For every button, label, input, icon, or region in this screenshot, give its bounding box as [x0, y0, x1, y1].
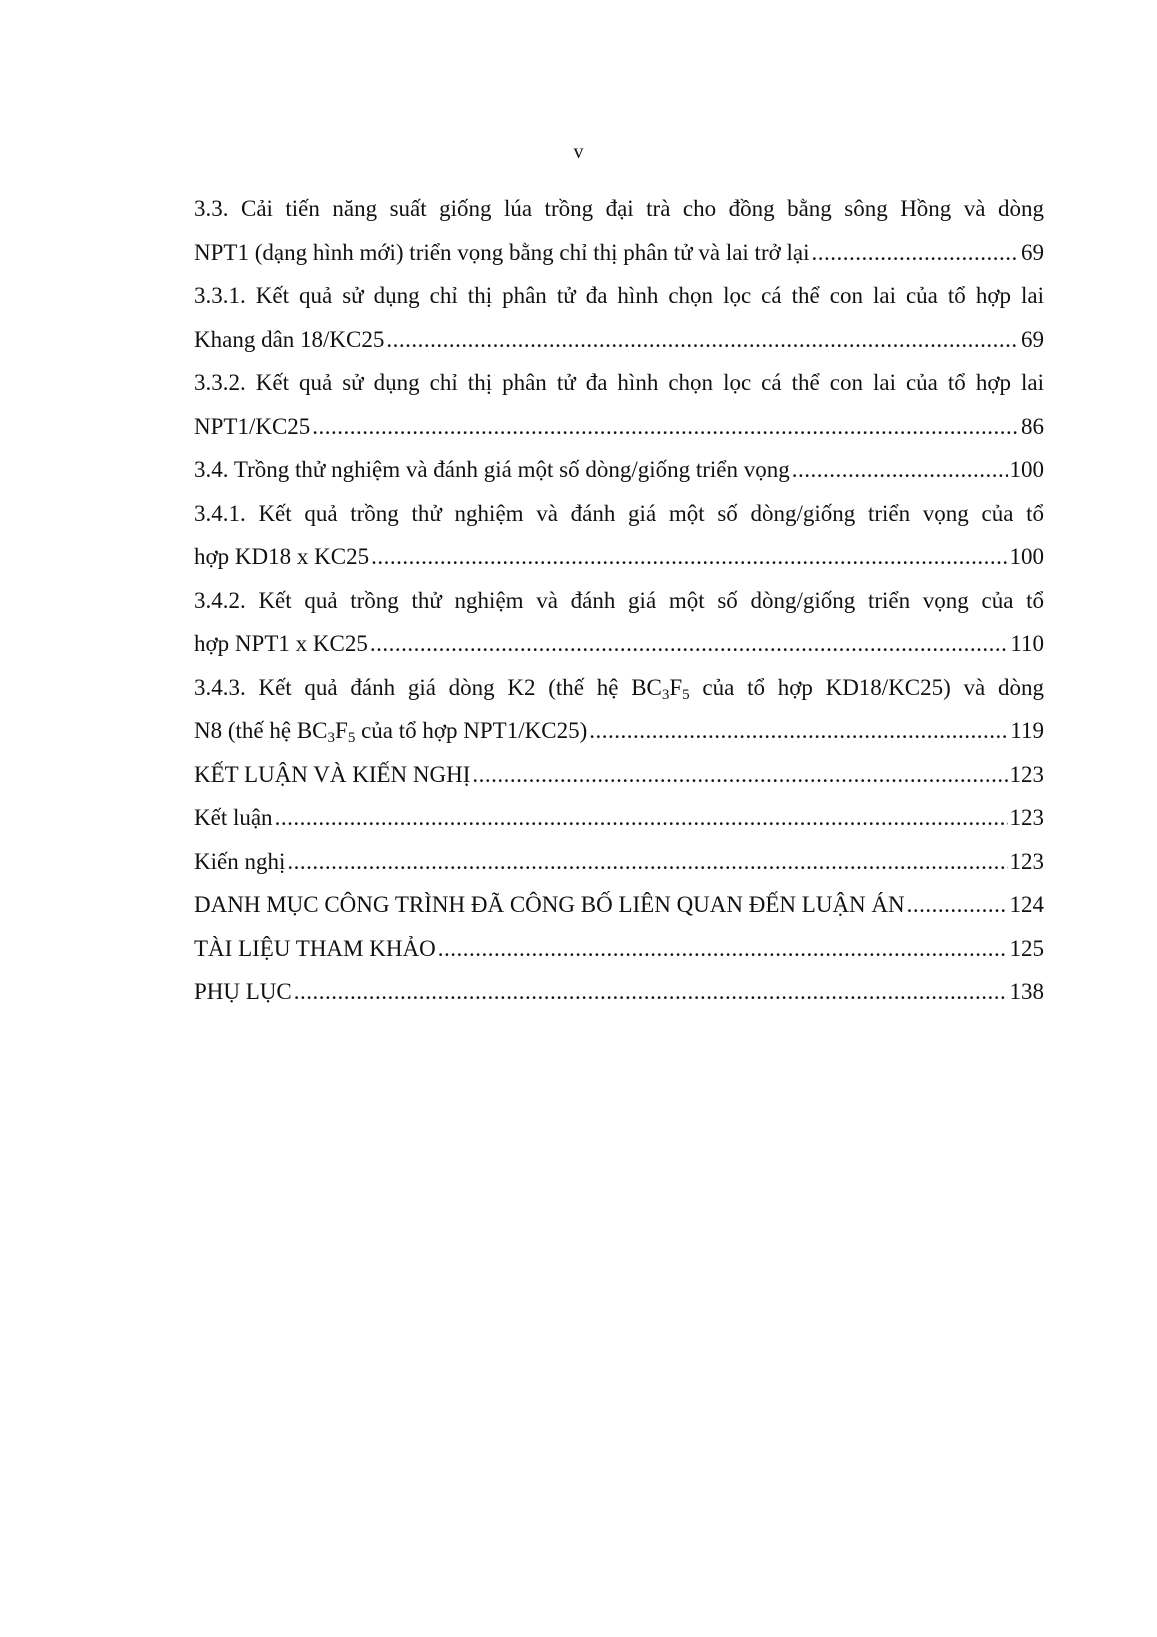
- toc-entry-line: [194, 753, 1044, 797]
- toc-entry-3-3-1[interactable]: [194, 274, 1044, 361]
- toc-entry-conclusions-recommendations[interactable]: [194, 753, 1044, 797]
- toc-page-number: 86: [1021, 413, 1044, 439]
- toc-entry-line2: [194, 622, 1044, 666]
- toc-entry-line1: [194, 187, 1044, 231]
- toc-entry-line2: [194, 709, 1044, 753]
- toc-entry-recommendations[interactable]: [194, 840, 1044, 884]
- toc-entry-text: Kết luận: [194, 805, 273, 830]
- toc-entry-line2: [194, 318, 1044, 362]
- toc-entry-line: [194, 970, 1044, 1014]
- table-of-contents: [194, 187, 1044, 1014]
- toc-page-number: 123: [1009, 805, 1044, 830]
- leader-dots: [472, 753, 1007, 797]
- toc-page-number: 124: [1009, 892, 1044, 917]
- leader-dots: [812, 231, 1019, 275]
- toc-page-number: 123: [1009, 761, 1044, 787]
- toc-entry-line: [194, 448, 1044, 492]
- toc-entry-text: KẾT LUẬN VÀ KIẾN NGHỊ: [194, 761, 471, 787]
- toc-entry-line2: [194, 405, 1044, 449]
- toc-entry-line1: [194, 274, 1044, 318]
- leader-dots: [589, 709, 1008, 753]
- toc-entry-line: [194, 883, 1044, 927]
- toc-entry-text: DANH MỤC CÔNG TRÌNH ĐÃ CÔNG BỐ LIÊN QUAN ĐẾN LUẬN ÁN: [194, 892, 905, 917]
- toc-page-number: 119: [1010, 718, 1044, 743]
- toc-entry-appendix[interactable]: [194, 970, 1044, 1014]
- toc-entry-3-3[interactable]: [194, 187, 1044, 274]
- leader-dots: [371, 535, 1007, 579]
- toc-entry-line1: [194, 492, 1044, 536]
- leader-dots: [312, 405, 1019, 449]
- toc-page-number: 123: [1009, 848, 1044, 874]
- toc-entry-line1-text: 3.4.1. Kết quả trồng thử nghiệm và đánh giá một số dòng/giống triển vọng của tổ: [194, 500, 1044, 526]
- leader-dots: [275, 796, 1008, 840]
- toc-entry-text: NPT1/KC25: [194, 413, 311, 439]
- toc-entry-3-4-3[interactable]: [194, 666, 1044, 753]
- toc-entry-line1-text: 3.3. Cải tiến năng suất giống lúa trồng đại trà cho đồng bằng sông Hồng và dòng: [194, 196, 1044, 221]
- toc-entry-3-4-2[interactable]: [194, 579, 1044, 666]
- leader-dots: [370, 622, 1009, 666]
- toc-entry-line2: [194, 231, 1044, 275]
- leader-dots: [287, 840, 1007, 884]
- toc-entry-text: PHỤ LỤC: [194, 979, 292, 1004]
- toc-entry-line1-text: 3.3.2. Kết quả sử dụng chỉ thị phân tử đa hình chọn lọc cá thể con lai của tổ hợp lai: [194, 370, 1044, 395]
- leader-dots: [907, 883, 1008, 927]
- toc-page-number: 125: [1009, 935, 1044, 961]
- toc-entry-text: Kiến nghị: [194, 848, 286, 874]
- toc-page-number: 110: [1010, 631, 1044, 656]
- leader-dots: [294, 970, 1008, 1014]
- toc-entry-3-4[interactable]: [194, 448, 1044, 492]
- toc-entry-line1-text: 3.4.3. Kết quả đánh giá dòng K2 (thế hệ $BC_3F_5$ của tổ hợp KD18/KC25) và dòng: [194, 674, 1044, 703]
- toc-entry-text: hợp NPT1 x KC25: [194, 631, 368, 656]
- leader-dots: [386, 318, 1019, 362]
- toc-entry-line1-text: 3.3.1. Kết quả sử dụng chỉ thị phân tử đa hình chọn lọc cá thể con lai của tổ hợp lai: [194, 283, 1044, 308]
- toc-entry-line: [194, 840, 1044, 884]
- toc-entry-line1-text: 3.4.2. Kết quả trồng thử nghiệm và đánh giá một số dòng/giống triển vọng của tổ: [194, 587, 1044, 613]
- leader-dots: [792, 448, 1008, 492]
- toc-entry-line: [194, 796, 1044, 840]
- toc-entry-text: TÀI LIỆU THAM KHẢO: [194, 935, 436, 961]
- toc-page-number: 100: [1009, 544, 1044, 569]
- page-number: v: [573, 141, 584, 163]
- toc-entry-line1: [194, 579, 1044, 623]
- toc-page-number: 100: [1009, 457, 1044, 482]
- toc-entry-3-3-2[interactable]: [194, 361, 1044, 448]
- toc-entry-references[interactable]: [194, 927, 1044, 971]
- toc-entry-conclusions[interactable]: [194, 796, 1044, 840]
- toc-page-number: 138: [1009, 979, 1044, 1004]
- toc-entry-line2: [194, 535, 1044, 579]
- leader-dots: [438, 927, 1008, 971]
- toc-entry-3-4-1[interactable]: [194, 492, 1044, 579]
- toc-entry-line: [194, 927, 1044, 971]
- toc-entry-text: Khang dân 18/KC25: [194, 326, 385, 352]
- toc-entry-line1: [194, 666, 1044, 710]
- toc-page-number: 69: [1021, 239, 1044, 265]
- toc-page-number: 69: [1021, 326, 1044, 352]
- toc-entry-line1: [194, 361, 1044, 405]
- toc-entry-publications[interactable]: [194, 883, 1044, 927]
- toc-entry-text: hợp KD18 x KC25: [194, 544, 370, 569]
- toc-entry-text: 3.4. Trồng thử nghiệm và đánh giá một số dòng/giống triển vọng: [194, 457, 790, 482]
- toc-entry-text: N8 (thế hệ $BC_3F_5$ của tổ hợp NPT1/KC25): [194, 718, 588, 746]
- toc-entry-text: NPT1 (dạng hình mới) triển vọng bằng chỉ thị phân tử và lai trở lại: [194, 239, 810, 265]
